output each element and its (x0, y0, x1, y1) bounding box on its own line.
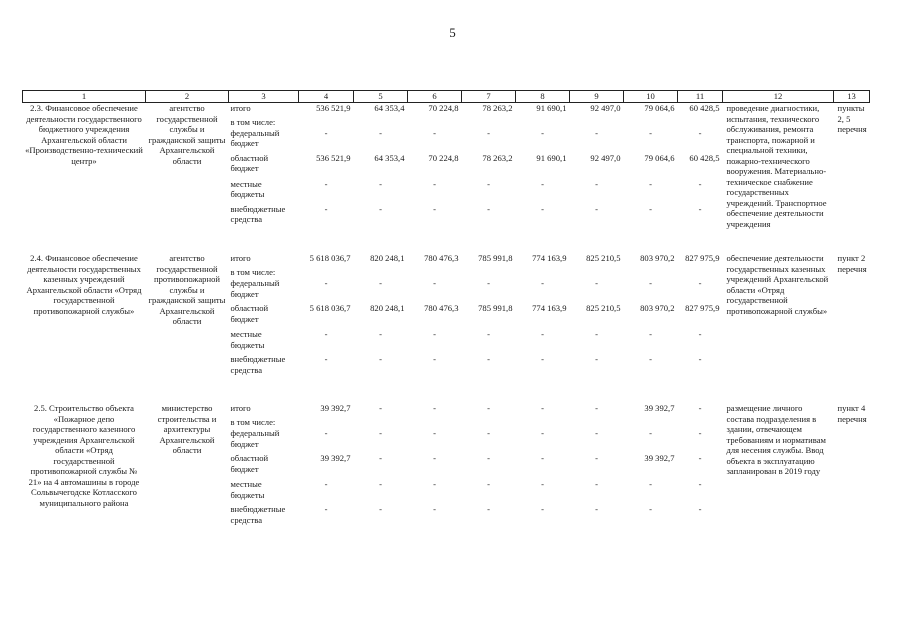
amount-cell (570, 117, 624, 128)
amount-cell: 774 163,9 (532, 253, 567, 263)
amount-cell (624, 267, 678, 278)
amount-cell: 60 428,5 (689, 103, 720, 113)
table-row (23, 103, 870, 117)
amount-cell: - (433, 278, 436, 288)
amount-cell: 39 392,7 (644, 453, 675, 463)
amount-cell: 91 690,1 (536, 103, 567, 113)
amount-cell (570, 417, 624, 428)
amount-cell: - (324, 203, 328, 214)
amount-cell: 536 521,9 (316, 103, 351, 113)
amount-cell: - (379, 354, 382, 364)
amount-cell: - (698, 329, 702, 339)
amount-cell: - (433, 403, 436, 413)
amount-cell: - (487, 127, 490, 138)
amount-cell (354, 417, 408, 428)
amount-cell: - (698, 178, 702, 189)
amount-cell: - (379, 278, 382, 288)
amount-cell: 60 428,5 (689, 152, 720, 163)
amount-cell: 820 248,1 (370, 253, 405, 263)
amount-cell: 803 970,2 (640, 303, 675, 313)
funding-source-label: в том числе: (230, 417, 276, 427)
funding-source-label: итого (230, 103, 251, 113)
amount-cell: - (379, 403, 382, 413)
amount-cell: - (541, 354, 544, 364)
header-col-3: 3 (229, 91, 299, 103)
amount-cell (408, 117, 462, 128)
amount-cell: 91 690,1 (536, 152, 567, 163)
amount-cell (408, 267, 462, 278)
amount-cell: - (487, 329, 490, 339)
amount-cell: 827 975,9 (685, 303, 720, 313)
amount-cell: 79 064,6 (644, 152, 675, 163)
table-row (23, 253, 870, 267)
amount-cell (462, 417, 516, 428)
funding-source-label: федеральный бюджет (230, 127, 280, 149)
funding-source-label: внебюджетные средства (230, 203, 286, 225)
amount-cell (570, 267, 624, 278)
amount-cell: 5 618 036,7 (309, 303, 351, 313)
amount-cell: 39 392,7 (644, 403, 675, 413)
reference: пункт 4 перечня (837, 403, 867, 424)
funding-source-label: местные бюджеты (230, 178, 265, 200)
amount-cell (299, 117, 354, 128)
reference: пункт 2 перечня (837, 253, 867, 274)
amount-cell: - (379, 329, 382, 339)
amount-cell: - (487, 428, 490, 438)
amount-cell: - (649, 329, 652, 339)
amount-cell: - (324, 127, 328, 138)
amount-cell: - (324, 329, 328, 339)
amount-cell: - (433, 504, 436, 514)
header-col-2: 2 (146, 91, 229, 103)
amount-cell: - (649, 178, 652, 189)
amount-cell: 39 392,7 (320, 403, 351, 413)
amount-cell: - (487, 278, 490, 288)
amount-cell: - (324, 278, 328, 288)
amount-cell: 780 476,3 (424, 253, 459, 263)
executor: агентство государственной службы и гражданской защиты Архангельской области (148, 103, 226, 166)
amount-cell: - (433, 354, 436, 364)
header-col-5: 5 (354, 91, 408, 103)
table-row (23, 403, 870, 417)
amount-cell: 64 353,4 (374, 152, 405, 163)
amount-cell: 785 991,8 (478, 253, 513, 263)
amount-cell: - (379, 479, 382, 489)
amount-cell: - (379, 428, 382, 438)
amount-cell: - (595, 428, 598, 438)
amount-cell: - (698, 354, 702, 364)
header-col-11: 11 (678, 91, 723, 103)
amount-cell: 70 224,8 (428, 103, 459, 113)
amount-cell: - (698, 479, 702, 489)
funding-source-label: в том числе: (230, 116, 276, 127)
amount-cell: - (433, 178, 436, 189)
amount-cell: 827 975,9 (685, 253, 720, 263)
amount-cell: - (595, 329, 598, 339)
amount-cell: - (595, 354, 598, 364)
amount-cell: 780 476,3 (424, 303, 459, 313)
header-col-8: 8 (516, 91, 570, 103)
header-col-4: 4 (299, 91, 354, 103)
amount-cell: 92 497,0 (590, 152, 621, 163)
amount-cell: - (595, 453, 598, 463)
amount-cell: - (433, 428, 436, 438)
amount-cell (462, 267, 516, 278)
amount-cell: - (649, 278, 652, 288)
amount-cell: - (595, 278, 598, 288)
amount-cell: - (379, 203, 382, 214)
header-col-10: 10 (624, 91, 678, 103)
header-col-9: 9 (570, 91, 624, 103)
expected-result: размещение личного состава подразделения в здании, отвечающем требованиям и нормативам для несения службы. Ввод объекта в эксплуатацию запланирован в 2019 году (726, 403, 826, 476)
amount-cell: - (379, 127, 382, 138)
amount-cell: 5 618 036,7 (309, 253, 351, 263)
amount-cell (678, 267, 723, 278)
amount-cell (354, 267, 408, 278)
amount-cell: - (487, 479, 490, 489)
amount-cell: - (649, 504, 652, 514)
amount-cell: - (379, 504, 382, 514)
amount-cell: - (698, 504, 702, 514)
executor: агентство государственной противопожарной службы и гражданской защиты Архангельской области (148, 253, 226, 326)
amount-cell: - (433, 453, 436, 463)
amount-cell: - (487, 403, 490, 413)
amount-cell: - (595, 203, 598, 214)
activity-title: 2.3. Финансовое обеспечение деятельности государственного бюджетного учреждения Архангельской области «Производственно-технический центр» (25, 103, 143, 166)
amount-cell (516, 267, 570, 278)
amount-cell: - (541, 329, 544, 339)
amount-cell: - (541, 203, 544, 214)
funding-source-label: областной бюджет (230, 303, 269, 324)
amount-cell: - (649, 354, 652, 364)
header-col-6: 6 (408, 91, 462, 103)
funding-source-label: местные бюджеты (230, 479, 265, 500)
spacer-cell (23, 379, 870, 403)
section-spacer (23, 379, 870, 403)
amount-cell: - (649, 479, 652, 489)
amount-cell: - (433, 329, 436, 339)
funding-source-label: федеральный бюджет (230, 278, 280, 299)
page-number: 5 (449, 25, 456, 40)
header-col-1: 1 (23, 91, 146, 103)
activity-title: 2.4. Финансовое обеспечение деятельности государственных казенных учреждений Архангельской области «Отряд государственной противопожарной службы» (26, 253, 142, 316)
amount-cell: - (649, 428, 652, 438)
amount-cell: 39 392,7 (320, 453, 351, 463)
amount-cell (408, 417, 462, 428)
amount-cell: - (698, 403, 702, 413)
amount-cell: 825 210,5 (586, 253, 621, 263)
program-table (22, 90, 870, 529)
amount-cell: - (541, 278, 544, 288)
amount-cell: - (595, 403, 598, 413)
funding-source-label: местные бюджеты (230, 329, 265, 350)
amount-cell (624, 417, 678, 428)
amount-cell: - (433, 127, 436, 138)
amount-cell (354, 117, 408, 128)
amount-cell: - (698, 278, 702, 288)
amount-cell: 820 248,1 (370, 303, 405, 313)
amount-cell: 536 521,9 (316, 152, 351, 163)
amount-cell: - (649, 203, 652, 214)
amount-cell: - (324, 354, 328, 364)
header-col-12: 12 (723, 91, 834, 103)
amount-cell (516, 417, 570, 428)
executor: министерство строительства и архитектуры Архангельской области (157, 403, 217, 455)
amount-cell: 803 970,2 (640, 253, 675, 263)
amount-cell: - (324, 479, 328, 489)
amount-cell (462, 117, 516, 128)
amount-cell: - (649, 127, 652, 138)
amount-cell: - (487, 504, 490, 514)
amount-cell: 64 353,4 (374, 103, 405, 113)
amount-cell: - (433, 479, 436, 489)
amount-cell: - (324, 428, 328, 438)
amount-cell: 825 210,5 (586, 303, 621, 313)
amount-cell: - (379, 453, 382, 463)
amount-cell: - (541, 403, 544, 413)
expected-result: проведение диагностики, испытания, технического обслуживания, ремонта транспорта, пожарной и специальной техники, пожарно-технического вооружения. Материально-техническое снабжение государственных учреждений. Транспортное обеспечение деятельности учреждения (726, 103, 827, 229)
amount-cell: 92 497,0 (590, 103, 621, 113)
activity-title: 2.5. Строительство объекта «Пожарное депо государственного казенного учреждения Архангельской области «Отряд государственной противопожарной службы № 21» на 4 автомашины в городе Сольвычегодске Котласского муниципального района (28, 403, 140, 508)
amount-cell: - (433, 203, 436, 214)
amount-cell: - (541, 453, 544, 463)
amount-cell: - (487, 178, 490, 189)
funding-source-label: в том числе: (230, 267, 276, 277)
header-row (23, 91, 870, 103)
amount-cell: - (541, 127, 544, 138)
amount-cell: - (595, 178, 598, 189)
funding-source-label: областной бюджет (230, 152, 269, 174)
amount-cell: 785 991,8 (478, 303, 513, 313)
amount-cell: - (541, 479, 544, 489)
amount-cell: - (595, 504, 598, 514)
amount-cell: - (698, 453, 702, 463)
amount-cell: - (541, 428, 544, 438)
amount-cell (299, 267, 354, 278)
section-spacer (23, 229, 870, 253)
table-body (23, 103, 870, 530)
amount-cell: 79 064,6 (644, 103, 675, 113)
amount-cell: - (595, 127, 598, 138)
amount-cell: 774 163,9 (532, 303, 567, 313)
amount-cell: - (487, 354, 490, 364)
amount-cell: - (324, 178, 328, 189)
amount-cell: - (698, 428, 702, 438)
amount-cell (516, 117, 570, 128)
amount-cell (299, 417, 354, 428)
spacer-cell (23, 229, 870, 253)
amount-cell: - (487, 203, 490, 214)
amount-cell: 70 224,8 (428, 152, 459, 163)
amount-cell: - (324, 504, 328, 514)
amount-cell (624, 117, 678, 128)
funding-source-label: федеральный бюджет (230, 428, 280, 449)
reference: пункты 2, 5 перечня (837, 103, 867, 134)
funding-source-label: областной бюджет (230, 453, 269, 474)
amount-cell: - (595, 479, 598, 489)
amount-cell (678, 417, 723, 428)
amount-cell: - (541, 178, 544, 189)
header-col-7: 7 (462, 91, 516, 103)
amount-cell: - (541, 504, 544, 514)
amount-cell: - (698, 203, 702, 214)
amount-cell: - (379, 178, 382, 189)
funding-source-label: итого (230, 253, 251, 263)
funding-source-label: внебюджетные средства (230, 354, 286, 375)
funding-source-label: внебюджетные средства (230, 504, 286, 525)
funding-source-label: итого (230, 403, 251, 413)
amount-cell: - (698, 127, 702, 138)
expected-result: обеспечение деятельности государственных казенных учреждений Архангельской области «Отряд государственной противопожарной службы» (726, 253, 829, 316)
amount-cell: 78 263,2 (482, 103, 513, 113)
amount-cell: 78 263,2 (482, 152, 513, 163)
amount-cell (678, 117, 723, 128)
header-col-13: 13 (834, 91, 870, 103)
amount-cell: - (487, 453, 490, 463)
